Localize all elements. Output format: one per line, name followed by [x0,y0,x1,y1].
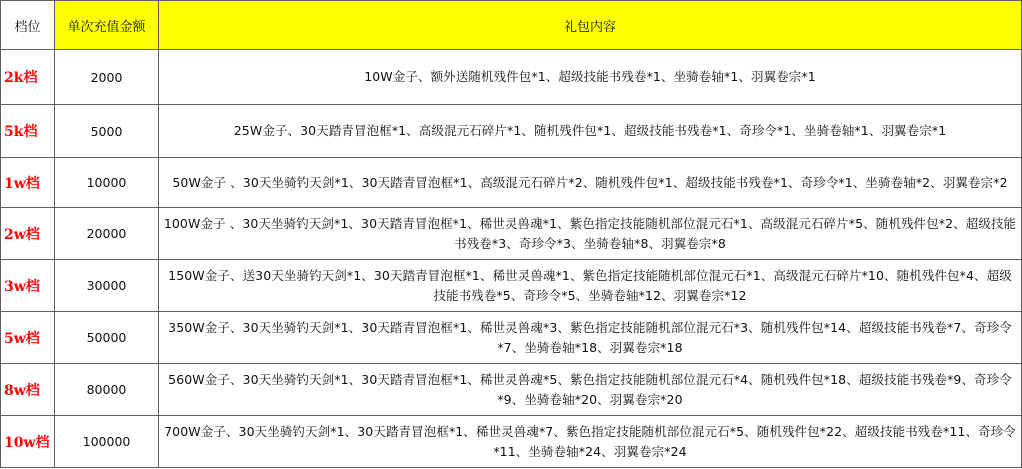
tier-label: 5w档 [1,312,55,364]
header-row [1,1,1022,50]
gift-content: 150W金子、送30天坐骑钓天剑*1、30天踏青冒泡框*1、稀世灵兽魂*1、紫色指定技能随机部位混元石*1、高级混元石碎片*10、随机残件包*4、超级技能书残卷*5、奇珍令*5、坐骑卷轴*12、羽翼卷宗*12 [159,260,1022,312]
gift-content: 560W金子、30天坐骑钓天剑*1、30天踏青冒泡框*1、稀世灵兽魂*5、紫色指定技能随机部位混元石*4、随机残件包*18、超级技能书残卷*9、奇珍令*9、坐骑卷轴*20、羽翼卷宗*20 [159,364,1022,416]
table-row [1,158,1022,208]
table-row [1,364,1022,416]
gift-content: 25W金子、30天踏青冒泡框*1、高级混元石碎片*1、随机残件包*1、超级技能书残卷*1、奇珍令*1、坐骑卷轴*1、羽翼卷宗*1 [159,105,1022,158]
recharge-amount: 50000 [55,312,159,364]
table-row [1,312,1022,364]
tier-label: 8w档 [1,364,55,416]
recharge-amount: 2000 [55,50,159,105]
recharge-amount: 5000 [55,105,159,158]
gift-content: 100W金子 、30天坐骑钓天剑*1、30天踏青冒泡框*1、稀世灵兽魂*1、紫色指定技能随机部位混元石*1、高级混元石碎片*5、随机残件包*2、超级技能书残卷*3、奇珍令*3、坐骑卷轴*8、羽翼卷宗*8 [159,208,1022,260]
header-tier: 档位 [1,1,55,50]
gift-content: 350W金子、30天坐骑钓天剑*1、30天踏青冒泡框*1、稀世灵兽魂*3、紫色指定技能随机部位混元石*3、随机残件包*14、超级技能书残卷*7、奇珍令*7、坐骑卷轴*18、羽翼卷宗*18 [159,312,1022,364]
table-row [1,208,1022,260]
tier-label: 3w档 [1,260,55,312]
table-row [1,260,1022,312]
tier-label: 5k档 [1,105,55,158]
tier-label: 2w档 [1,208,55,260]
tier-label: 1w档 [1,158,55,208]
table-row [1,416,1022,468]
recharge-amount: 100000 [55,416,159,468]
recharge-amount: 80000 [55,364,159,416]
table-row [1,50,1022,105]
header-amount: 单次充值金额 [55,1,159,50]
tier-label: 2k档 [1,50,55,105]
tier-label: 10w档 [1,416,55,468]
header-content: 礼包内容 [159,1,1022,50]
gift-content: 700W金子、30天坐骑钓天剑*1、30天踏青冒泡框*1、稀世灵兽魂*7、紫色指定技能随机部位混元石*5、随机残件包*22、超级技能书残卷*11、奇珍令*11、坐骑卷轴*24、羽翼卷宗*24 [159,416,1022,468]
recharge-amount: 30000 [55,260,159,312]
gift-content: 10W金子、额外送随机残件包*1、超级技能书残卷*1、坐骑卷轴*1、羽翼卷宗*1 [159,50,1022,105]
gift-content: 50W金子 、30天坐骑钓天剑*1、30天踏青冒泡框*1、高级混元石碎片*2、随机残件包*1、超级技能书残卷*1、奇珍令*1、坐骑卷轴*2、羽翼卷宗*2 [159,158,1022,208]
table-row [1,105,1022,158]
recharge-amount: 10000 [55,158,159,208]
recharge-amount: 20000 [55,208,159,260]
